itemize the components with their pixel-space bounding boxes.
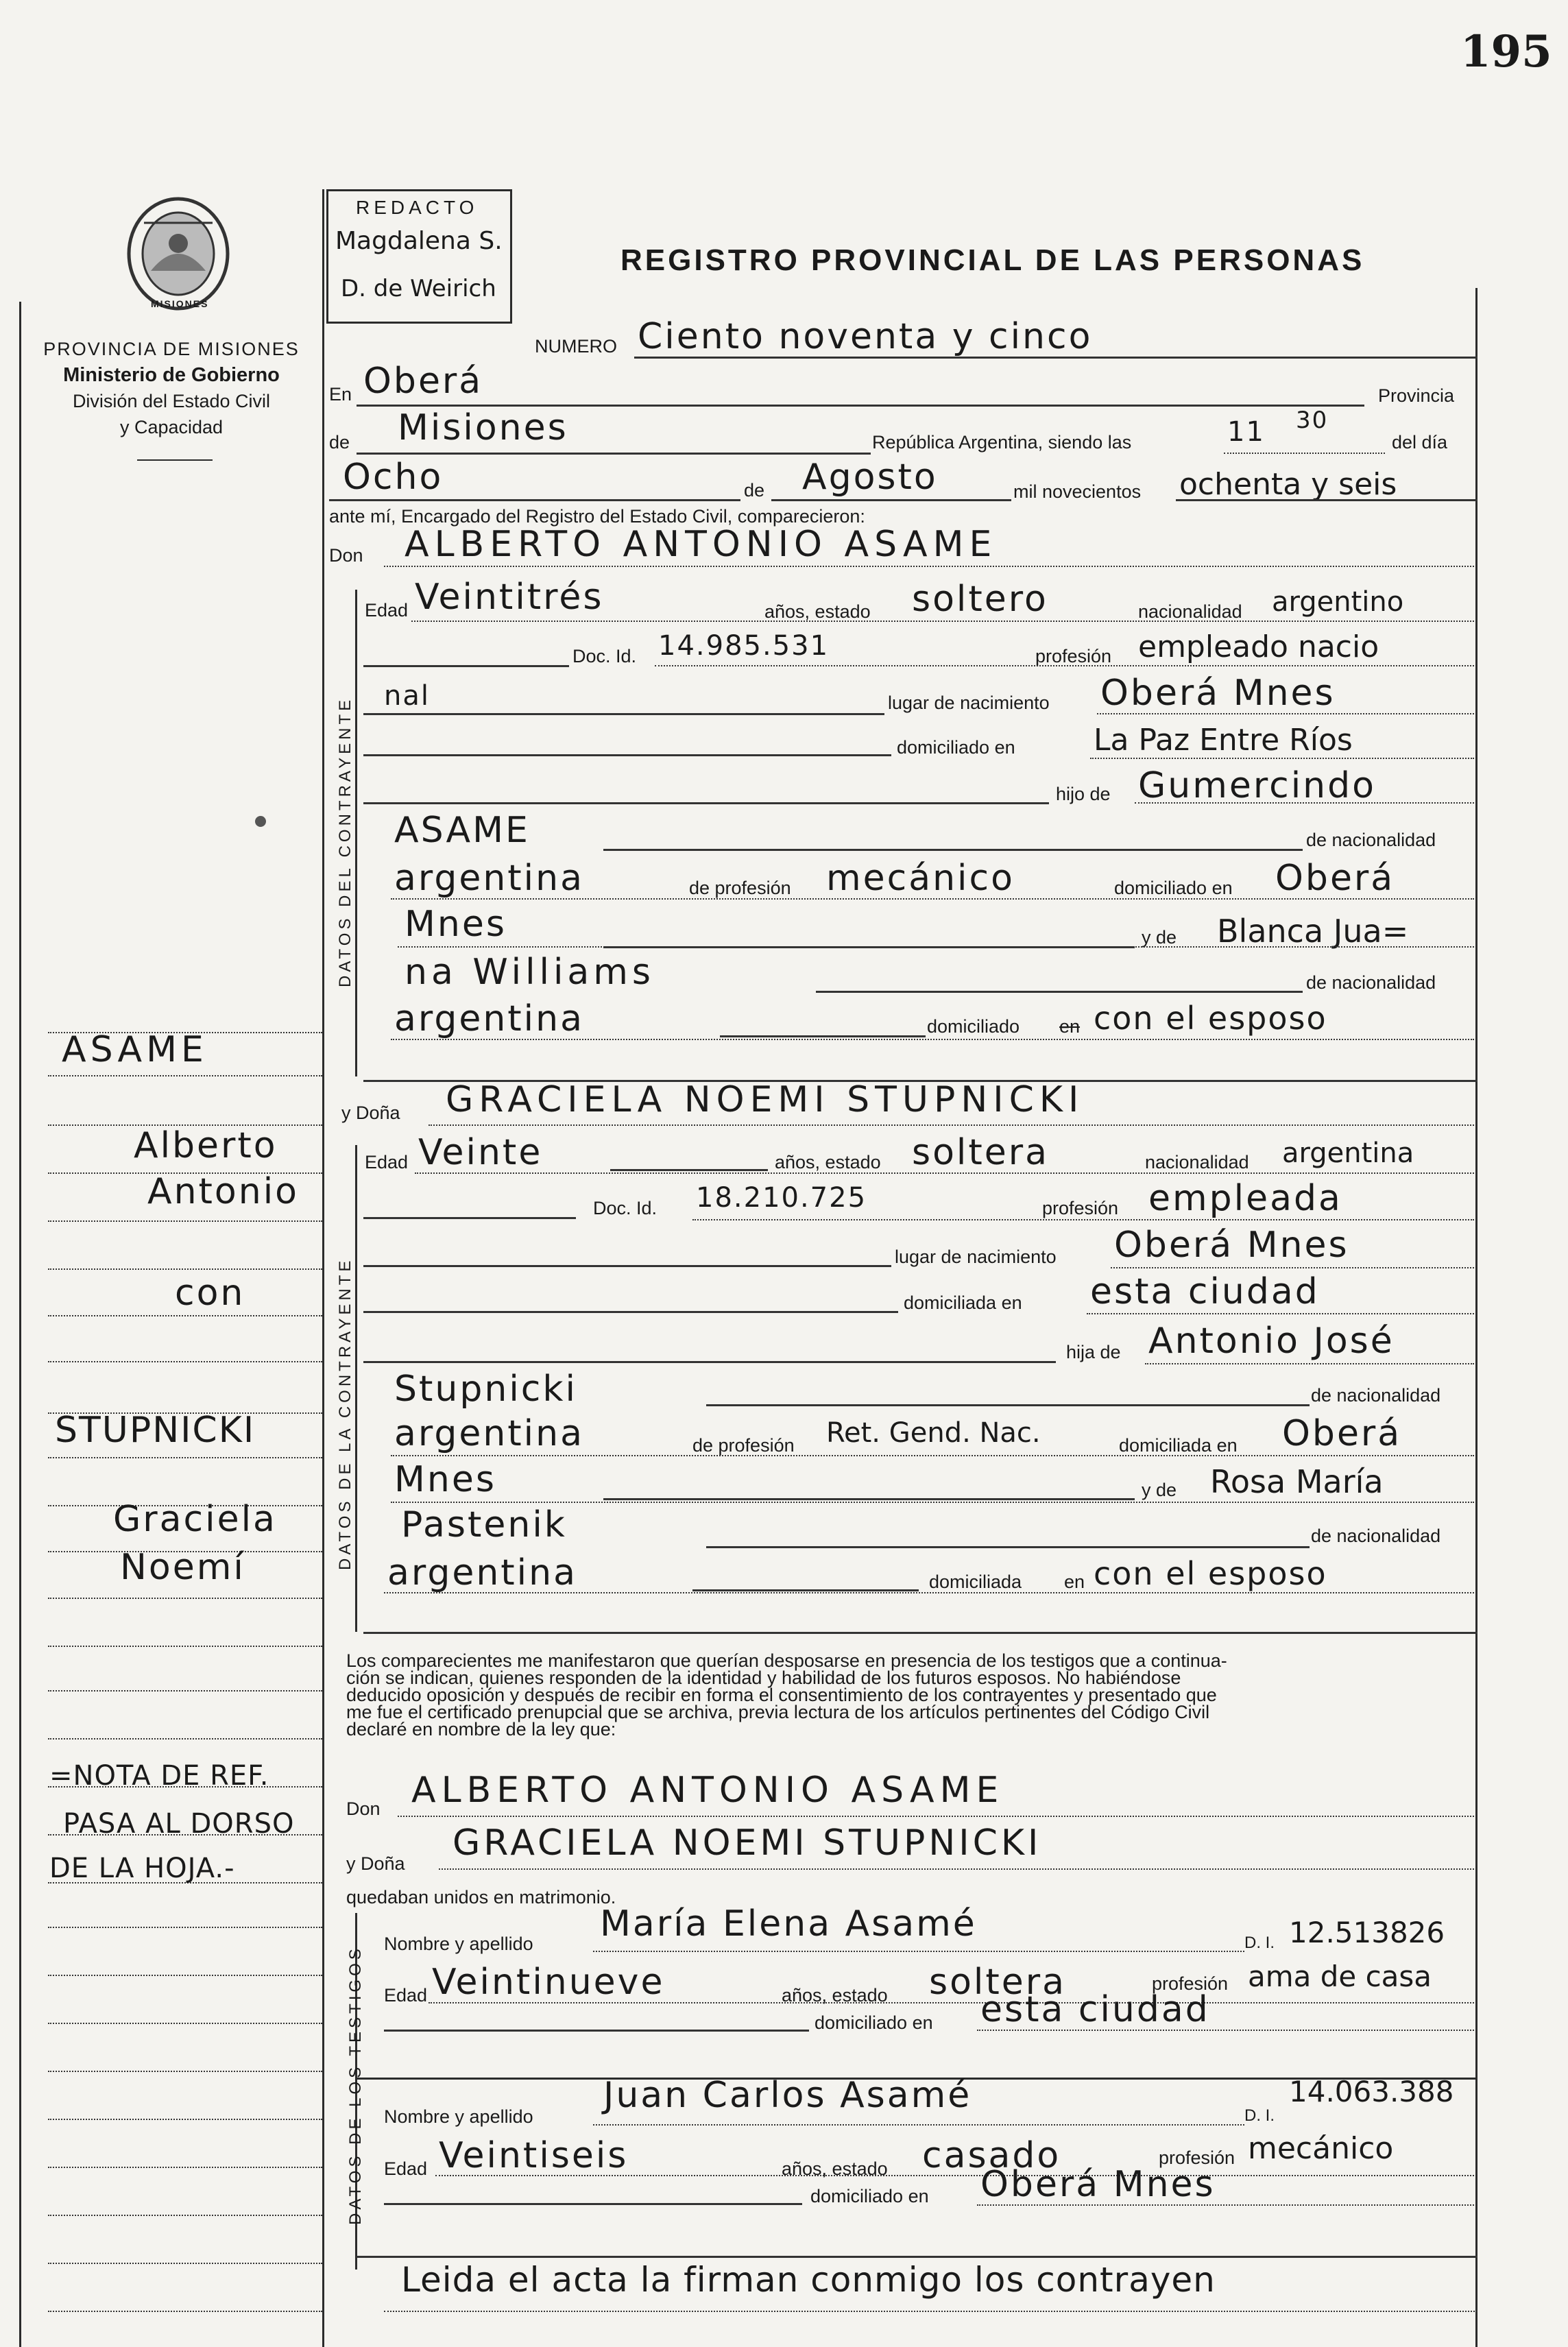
domiciliado-en-label-2: domiciliado en [1114,878,1233,898]
de-nac-label-2: de nacionalidad [1306,972,1436,993]
bride-mother-address: con el esposo [1094,1555,1327,1592]
groom-birthplace: Oberá Mnes [1100,673,1336,714]
doc-label-2: Doc. Id. [593,1198,658,1218]
domiciliado-label: domiciliado en [897,737,1015,758]
numero-label: NUMERO [535,336,617,357]
groom-age: Veintitrés [415,577,604,618]
margin-given-3: Graciela [113,1499,277,1540]
provincia-label: Provincia [1378,385,1455,406]
witness1-di: 12.513826 [1289,1916,1445,1949]
document-title: REGISTRO PROVINCIAL DE LAS PERSONAS [620,243,1365,277]
domiciliado-en-label-3: domiciliado en [815,2012,933,2033]
paragraph-line: deducido oposición y después de recibir en forma el consentimiento de los contrayentes y presentado que [346,1685,1217,1705]
groom-mother-surname: na Williams [405,952,655,993]
domiciliada-label-2: domiciliada [929,1572,1022,1592]
margin-surname-2: STUPNICKI [55,1410,256,1451]
margin-given-2: Antonio [147,1171,299,1212]
nombre-apellido-label: Nombre y apellido [384,1934,533,1954]
groom-father-first: Gumercindo [1138,765,1376,806]
profesion-label-3: profesión [1152,1973,1229,1994]
ministry-name: Ministerio de Gobierno [63,364,280,386]
de-label: de [329,432,350,453]
groom-section-label: DATOS DEL CONTRAYENTE [336,696,354,987]
bride-father-address: Oberá [1282,1413,1402,1454]
groom-profession-cont: nal [384,680,430,712]
redacto-box [326,189,512,324]
groom-father-surname: ASAME [394,810,530,851]
groom-profession: empleado nacio [1138,629,1379,664]
bride-nationality: argentina [1282,1138,1414,1169]
di-label-2: D. I. [1244,2106,1275,2125]
nacionalidad-label-2: nacionalidad [1145,1152,1249,1172]
bride-father-surname: Stupnicki [394,1369,577,1410]
witness2-address: Oberá Mnes [980,2164,1216,2205]
dona-label: y Doña [341,1103,400,1123]
witness2-name: Juan Carlos Asamé [603,2075,972,2116]
domiciliado-label-2: domiciliado [927,1016,1020,1037]
bride-name: GRACIELA NOEMI STUPNICKI [446,1079,1085,1120]
ink-dot [255,816,266,827]
bride-father-first: Antonio José [1148,1321,1395,1362]
ante-text: ante mí, Encargado del Registro del Estado Civil, comparecieron: [329,506,865,527]
bride-mother-first: Rosa María [1210,1463,1384,1500]
groom-status: soltero [912,579,1048,620]
witness1-name: María Elena Asamé [600,1903,977,1945]
margin-note-3: DE LA HOJA.- [49,1853,235,1884]
redacto-name-2: D. de Weirich [341,275,496,302]
act-number: Ciento noventa y cinco [638,316,1093,357]
en-label: En [329,384,352,405]
city-value: Oberá [363,361,483,402]
day-value: Ocho [343,457,444,498]
doc-label: Doc. Id. [572,646,637,666]
witness1-address: esta ciudad [980,1989,1210,2030]
de-profesion-label: de profesión [689,878,791,898]
nombre-apellido-label-2: Nombre y apellido [384,2106,533,2127]
margin-note-2: PASA AL DORSO [63,1808,295,1840]
groom-mother-address: con el esposo [1094,1000,1327,1037]
edad-label: Edad [365,600,409,621]
di-label: D. I. [1244,1934,1275,1952]
page-number: 195 [1460,26,1552,77]
republica-label: República Argentina, siendo las [872,432,1132,453]
provincial-seal [123,195,233,315]
domiciliada-label: domiciliada en [904,1292,1022,1313]
domiciliada-en-label-2: domiciliada en [1119,1435,1238,1456]
paragraph-line: me fue el certificado prenupcial que se archiva, previa lectura de los artículos pertinentes del Código Civil [346,1702,1210,1722]
bride-father-profession: Ret. Gend. Nac. [826,1417,1041,1449]
paragraph-line: declaré en nombre de la ley que: [346,1719,616,1740]
bride-profession: empleada [1148,1178,1342,1219]
witness1-status: soltera [929,1962,1066,2003]
de-nac-label-4: de nacionalidad [1311,1526,1441,1546]
y-de-label-2: y de [1142,1480,1177,1500]
bride-doc: 18.210.725 [696,1182,867,1214]
groom-mother-nationality: argentina [394,998,584,1039]
de-profesion-label-2: de profesión [692,1435,795,1456]
bride-father-address-cont: Mnes [394,1459,496,1500]
closing-text: Leida el acta la firman conmigo los contrayen [401,2260,1216,2300]
groom-nationality: argentino [1272,586,1404,618]
seal-emblem-icon [123,195,233,315]
paragraph-line: Los comparecientes me manifestaron que querían desposarse en presencia de los testigos que a continua- [346,1650,1227,1671]
bride-age: Veinte [418,1132,543,1173]
de-mes-label: de [744,480,765,501]
mil-label: mil novecientos [1013,481,1142,502]
y-de-label: y de [1142,927,1177,948]
declared-groom-name: ALBERTO ANTONIO ASAME [411,1770,1004,1811]
bride-mother-nationality: argentina [387,1552,577,1593]
hour-value: 11 [1227,416,1265,448]
paragraph-line: ción se indican, quienes responden de la identidad y habilidad de los futuros esposos. No habiéndose [346,1668,1181,1688]
witness2-age: Veintiseis [439,2135,629,2176]
margin-con: con [175,1273,245,1314]
hija-de-label: hija de [1066,1342,1121,1362]
quedaban-text: quedaban unidos en matrimonio. [346,1887,616,1907]
profesion-label-4: profesión [1159,2147,1235,2168]
hijo-de-label: hijo de [1056,784,1111,804]
domiciliado-en-label-4: domiciliado en [810,2186,929,2206]
profesion-label-2: profesión [1042,1198,1119,1218]
minutes-value: 30 [1296,407,1329,434]
declared-don-label: Don [346,1798,381,1819]
don-label: Don [329,545,363,566]
margin-given-4: Noemí [120,1547,245,1588]
edad-label-3: Edad [384,1985,428,2006]
bride-status: soltera [912,1132,1049,1173]
profesion-label: profesión [1035,646,1112,666]
anos-estado-label-2: años, estado [775,1152,881,1172]
margin-surname: ASAME [62,1029,208,1070]
division-name: División del Estado Civil [72,391,271,411]
province-name: PROVINCIA DE MISIONES [43,339,300,359]
groom-father-address-cont: Mnes [405,904,507,945]
anos-estado-label: años, estado [764,601,871,622]
groom-address: La Paz Entre Ríos [1094,723,1353,758]
en-strikethrough: en [1059,1016,1081,1037]
left-header [27,336,315,440]
del-dia-label: del día [1392,432,1448,453]
witness2-di: 14.063.388 [1289,2075,1454,2108]
de-nac-label-3: de nacionalidad [1311,1385,1441,1406]
groom-doc: 14.985.531 [658,630,830,662]
groom-name: ALBERTO ANTONIO ASAME [405,524,998,565]
bride-mother-surname: Pastenik [401,1504,567,1545]
bride-address: esta ciudad [1090,1271,1320,1312]
anos-estado-label-3: años, estado [782,1985,888,2006]
edad-label-2: Edad [365,1152,409,1172]
en-label-2: en [1064,1572,1085,1592]
de-nac-label: de nacionalidad [1306,830,1436,850]
nacionalidad-label: nacionalidad [1138,601,1242,622]
margin-given-1: Alberto [134,1125,278,1166]
year-value: ochenta y seis [1179,467,1397,502]
edad-label-4: Edad [384,2158,428,2179]
witness2-profession: mecánico [1248,2131,1394,2166]
witness1-profession: ama de casa [1248,1960,1432,1993]
province-value: Misiones [398,407,568,448]
declared-dona-label: y Doña [346,1853,405,1874]
bride-father-nationality: argentina [394,1413,584,1454]
bride-birthplace: Oberá Mnes [1114,1225,1349,1266]
witness1-age: Veintinueve [432,1962,665,2003]
margin-note-1: =NOTA DE REF. [49,1760,269,1792]
groom-father-nationality: argentina [394,858,584,899]
groom-father-profession: mecánico [826,858,1015,899]
redacto-name: Magdalena S. [335,227,503,255]
witness2-status: casado [922,2135,1061,2176]
division-name-2: y Capacidad [119,417,224,437]
month-value: Agosto [802,457,938,498]
legal-paragraph [346,1652,1477,1738]
declared-bride-name: GRACIELA NOEMI STUPNICKI [453,1822,1042,1864]
anos-estado-label-4: años, estado [782,2158,888,2179]
seal-bottom-text: MISIONES [151,298,209,309]
groom-father-address: Oberá [1275,858,1395,899]
bride-section-label: DATOS DE LA CONTRAYENTE [336,1257,354,1570]
lugar-nac-label: lugar de nacimiento [888,693,1050,713]
lugar-nac-label-2: lugar de nacimiento [895,1247,1057,1267]
witness-section-label: DATOS DE LOS TESTIGOS [346,1945,365,2225]
redacto-label: REDACTO [356,197,479,218]
groom-mother-first: Blanca Jua= [1217,913,1409,950]
